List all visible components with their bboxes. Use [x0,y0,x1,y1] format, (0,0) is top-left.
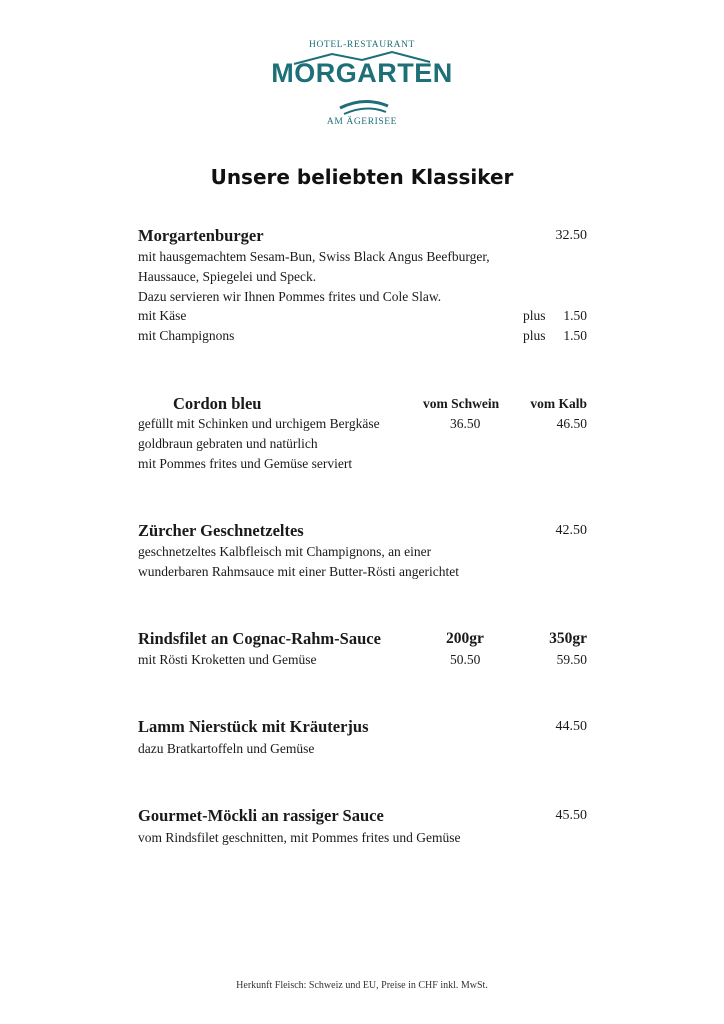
desc-cordon-1: gefüllt mit Schinken und urchigem Bergkäse [138,416,380,431]
desc-rindsfilet-1: mit Rösti Kroketten und Gemüse [138,652,317,667]
extra-prefix-champignons: plus [523,328,546,343]
logo-name: MORGARTEN [271,58,453,88]
desc-burger-1: mit hausgemachtem Sesam-Bun, Swiss Black Angus Beefburger, [138,249,490,264]
extra-price-kaese: 1.50 [563,308,587,323]
desc-geschnetzeltes-2: wunderbaren Rahmsauce mit einer Butter-Rösti angerichtet [138,564,459,579]
price-geschnetzeltes: 42.50 [555,523,587,538]
col-head-350gr: 350gr [549,630,587,647]
extra-label-champignons: mit Champignons [138,328,235,343]
price-cordon-kalb: 46.50 [556,416,587,431]
desc-cordon-3: mit Pommes frites und Gemüse serviert [138,456,353,471]
extra-prefix-kaese: plus [523,308,546,323]
price-cordon-schwein: 36.50 [450,416,481,431]
dish-name-rindsfilet: Rindsfilet an Cognac-Rahm-Sauce [138,629,381,648]
desc-cordon-2: goldbraun gebraten und natürlich [138,436,318,451]
extra-label-kaese: mit Käse [138,308,187,323]
price-moeckli: 45.50 [555,808,587,823]
desc-burger-3: Dazu servieren wir Ihnen Pommes frites und Cole Slaw. [138,289,442,304]
desc-burger-2: Haussauce, Spiegelei und Speck. [138,269,317,284]
desc-moeckli-1: vom Rindsfilet geschnitten, mit Pommes frites und Gemüse [138,830,461,845]
dish-name-lamm: Lamm Nierstück mit Kräuterjus [138,717,369,736]
desc-lamm-1: dazu Bratkartoffeln und Gemüse [138,741,315,756]
desc-geschnetzeltes-1: geschnetzeltes Kalbfleisch mit Champignons, an einer [138,544,432,559]
logo-top-text: HOTEL-RESTAURANT [309,40,415,50]
price-burger: 32.50 [555,228,587,243]
price-lamm: 44.50 [555,719,587,734]
col-head-200gr: 200gr [446,630,484,647]
dish-name-moeckli: Gourmet-Möckli an rassiger Sauce [138,806,384,825]
dish-name-geschnetzeltes: Zürcher Geschnetzeltes [138,521,304,540]
extra-price-champignons: 1.50 [563,328,587,343]
price-rindsfilet-200: 50.50 [450,652,481,667]
page-title: Unsere beliebten Klassiker [210,165,514,189]
dish-name-cordon: Cordon bleu [173,394,262,413]
logo-bottom-text: AM ÄGERISEE [326,117,398,127]
col-head-schwein: vom Schwein [423,396,500,411]
price-rindsfilet-350: 59.50 [556,652,587,667]
footer-note: Herkunft Fleisch: Schweiz und EU, Preise in CHF inkl. MwSt. [236,980,488,991]
col-head-kalb: vom Kalb [530,396,587,411]
dish-name-burger: Morgartenburger [138,226,264,245]
